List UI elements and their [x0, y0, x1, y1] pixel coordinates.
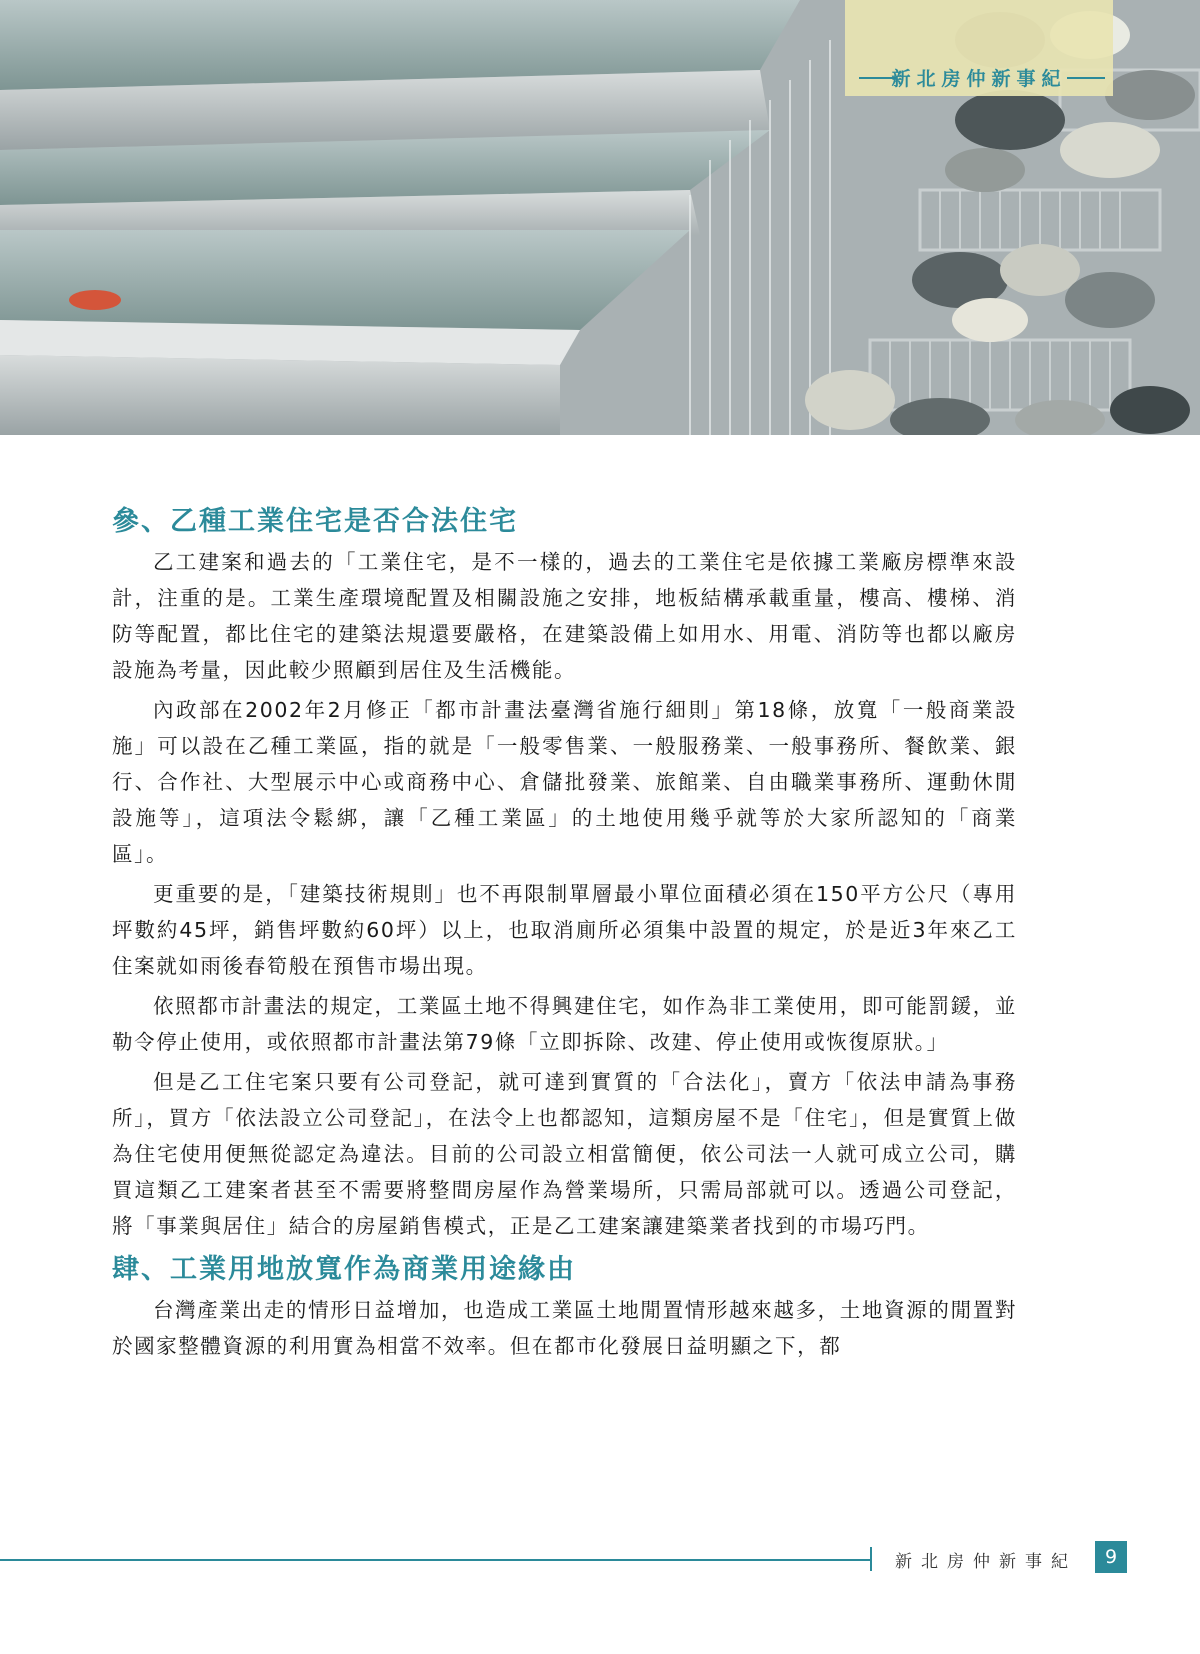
footer-tick	[870, 1547, 872, 1571]
section-heading-3: 參、乙種工業住宅是否合法住宅	[112, 506, 518, 537]
section-tag-text: 新北房仲新事紀	[891, 68, 1067, 90]
section-heading-4: 肆、工業用地放寬作為商業用途緣由	[112, 1254, 576, 1285]
article-body	[112, 500, 1017, 1368]
section-tag	[845, 0, 1113, 96]
tag-dash-right	[1067, 77, 1105, 79]
paragraph: 乙工建案和過去的「工業住宅，是不一樣的，過去的工業住宅是依據工業廠房標準來設計，注重的是。工業生產環境配置及相關設施之安排，地板結構承載重量，樓高、樓梯、消防等配置，都比住宅的建築法規還要嚴格，在建築設備上如用水、用電、消防等也都以廠房設施為考量，因此較少照顧到居住及生活機能。	[112, 550, 1017, 682]
paragraph: 依照都市計畫法的規定，工業區土地不得興建住宅，如作為非工業使用，即可能罰鍰，並勒令停止使用，或依照都市計畫法第79條「立即拆除、改建、停止使用或恢復原狀。」	[112, 994, 1017, 1054]
paragraph: 但是乙工住宅案只要有公司登記，就可達到實質的「合法化」，賣方「依法申請為事務所」，買方「依法設立公司登記」，在法令上也都認知，這類房屋不是「住宅」，但是實質上做為住宅使用便無從認定為違法。目前的公司設立相當簡便，依公司法一人就可成立公司，購買這類乙工建案者甚至不需要將整間房屋作為營業場所，只需局部就可以。透過公司登記，將「事業與居住」結合的房屋銷售模式，正是乙工建案讓建築業者找到的市場巧門。	[112, 1070, 1017, 1238]
footer-title: 新北房仲新事紀	[895, 1552, 1077, 1572]
paragraph: 更重要的是，「建築技術規則」也不再限制單層最小單位面積必須在150平方公尺（專用坪數約45坪，銷售坪數約60坪）以上，也取消廁所必須集中設置的規定，於是近3年來乙工住案就如雨後春筍般在預售市場出現。	[112, 882, 1017, 978]
page-number: 9	[1095, 1541, 1127, 1573]
footer-rule	[0, 1559, 870, 1561]
hero-photo	[0, 0, 1200, 435]
paragraph: 內政部在2002年2月修正「都市計畫法臺灣省施行細則」第18條，放寬「一般商業設施」可以設在乙種工業區，指的就是「一般零售業、一般服務業、一般事務所、餐飲業、銀行、合作社、大型展示中心或商務中心、倉儲批發業、旅館業、自由職業事務所、運動休閒設施等」，這項法令鬆綁，讓「乙種工業區」的土地使用幾乎就等於大家所認知的「商業區」。	[112, 698, 1017, 866]
paragraph: 台灣產業出走的情形日益增加，也造成工業區土地閒置情形越來越多，土地資源的閒置對於國家整體資源的利用實為相當不效率。但在都市化發展日益明顯之下，都	[112, 1298, 1017, 1358]
